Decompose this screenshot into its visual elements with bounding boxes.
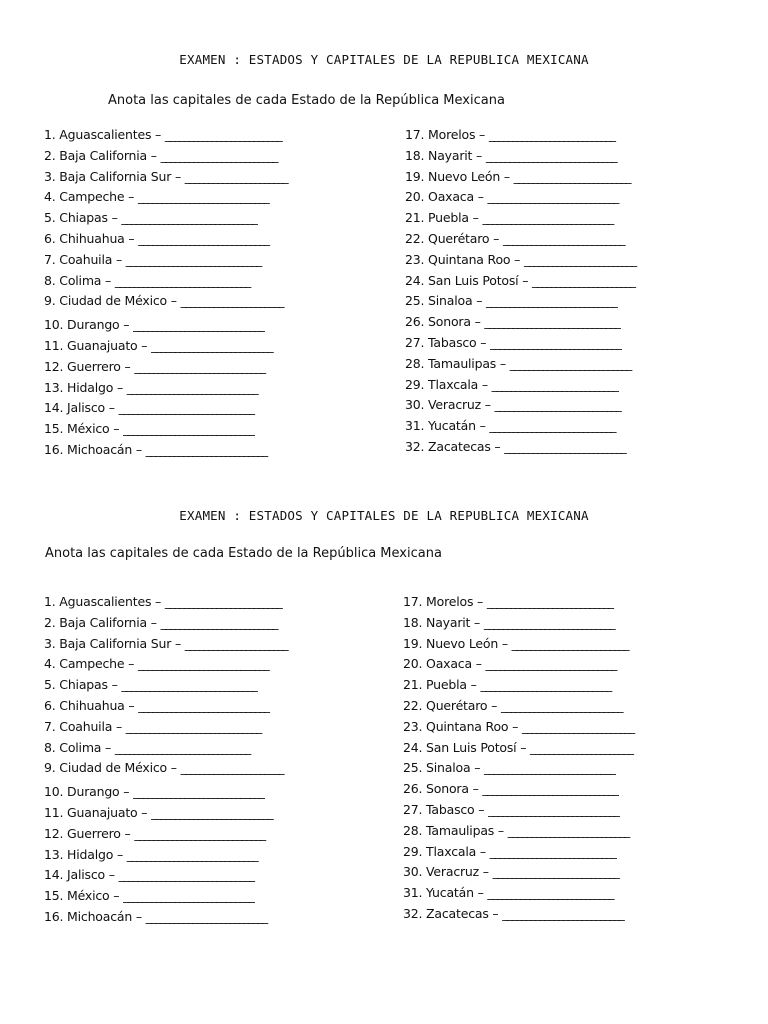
list-item	[403, 842, 634, 863]
answer-blank[interactable]: ____________________________	[126, 379, 257, 395]
answer-blank[interactable]: ______________________	[184, 635, 288, 651]
state-label: 9. Ciudad de México –	[44, 293, 181, 309]
answer-blank[interactable]: ____________________________	[133, 784, 264, 800]
list-item	[44, 357, 287, 378]
list-item	[405, 375, 636, 396]
list-item	[44, 440, 287, 461]
answer-blank[interactable]: ____________________________	[134, 825, 265, 841]
state-label: 12. Guerrero –	[44, 358, 135, 374]
state-label: 20. Oaxaca –	[405, 189, 488, 205]
answer-blank[interactable]: _________________________	[164, 127, 282, 142]
answer-blank[interactable]: ______________________	[184, 168, 288, 184]
state-label: 10. Durango –	[44, 317, 134, 333]
list-item	[44, 675, 287, 696]
state-label: 23. Quintana Roo –	[403, 718, 522, 734]
list-item	[44, 634, 287, 655]
list-item	[403, 613, 634, 634]
state-label: 15. México –	[44, 888, 124, 904]
answer-blank[interactable]: ____________________________	[490, 334, 621, 350]
list-item	[405, 187, 636, 208]
answer-blank[interactable]: ____________________________	[486, 293, 617, 309]
list-item	[403, 654, 634, 675]
answer-blank[interactable]: ____________________________	[483, 614, 615, 630]
answer-blank[interactable]: ____________________________	[484, 760, 615, 776]
list-item	[405, 146, 636, 167]
answer-blank[interactable]: __________________________	[502, 230, 624, 246]
answer-blank[interactable]: _____________________________	[121, 210, 257, 226]
state-label: 31. Yucatán –	[405, 418, 490, 434]
list-item	[403, 675, 634, 696]
state-label: 4. Campeche –	[44, 189, 138, 205]
answer-blank[interactable]: ____________________________	[138, 230, 269, 246]
answer-blank[interactable]: __________________________	[509, 355, 631, 371]
answer-blank[interactable]: ___________________________	[491, 376, 618, 392]
list-item	[403, 696, 634, 717]
state-label: 8. Colima –	[44, 272, 115, 288]
state-label: 7. Coahuila –	[44, 718, 126, 734]
answer-blank[interactable]: ____________________________	[485, 147, 617, 163]
state-label: 25. Sinaloa –	[405, 293, 487, 309]
list-item	[44, 717, 287, 738]
state-label: 17. Morelos –	[405, 127, 489, 142]
list-item	[403, 883, 634, 904]
state-label: 32. Zacatecas –	[403, 905, 503, 921]
answer-blank[interactable]: __________________________	[151, 337, 273, 353]
answer-blank[interactable]: __________________________	[500, 697, 622, 713]
state-label: 29. Tlaxcala –	[405, 376, 492, 392]
state-label: 22. Querétaro –	[403, 697, 501, 713]
answer-blank[interactable]: ___________________________	[489, 843, 616, 859]
state-label: 29. Tlaxcala –	[403, 843, 490, 859]
list-item	[405, 291, 636, 312]
list-item	[44, 907, 287, 928]
list-item	[403, 717, 634, 738]
state-label: 30. Veracruz –	[403, 864, 493, 880]
answer-blank[interactable]: _____________________________	[114, 272, 250, 288]
state-label: 9. Ciudad de México –	[44, 760, 181, 776]
answer-blank[interactable]: _____________________________	[482, 781, 618, 797]
state-label: 19. Nuevo León –	[403, 635, 512, 651]
states-column-right	[405, 125, 636, 458]
answer-blank[interactable]: _________________________	[513, 168, 630, 184]
answer-blank[interactable]: ______________________	[532, 272, 635, 288]
answer-blank[interactable]: ______________________	[530, 739, 633, 755]
answer-blank[interactable]: _____________________________	[125, 251, 261, 267]
state-label: 5. Chiapas –	[44, 210, 122, 226]
state-label: 15. México –	[44, 421, 124, 437]
answer-blank[interactable]: ___________________________	[492, 864, 619, 880]
list-item	[44, 146, 287, 167]
answer-blank[interactable]: ____________________________	[488, 801, 619, 817]
state-label: 3. Baja California Sur –	[44, 635, 185, 651]
list-item	[405, 437, 636, 458]
answer-blank[interactable]: __________________________	[145, 908, 267, 924]
list-item	[44, 824, 287, 845]
list-item	[405, 167, 636, 188]
state-label: 2. Baja California –	[44, 147, 161, 163]
answer-blank[interactable]: __________________________	[502, 905, 624, 921]
list-item	[405, 271, 636, 292]
answer-blank[interactable]: ___________________________	[489, 418, 615, 434]
answer-blank[interactable]: ___________________________	[494, 397, 621, 413]
list-item	[405, 250, 636, 271]
state-label: 16. Michoacán –	[44, 441, 146, 457]
answer-blank[interactable]: ____________________________	[126, 846, 257, 862]
state-label: 8. Colima –	[44, 739, 115, 755]
answer-blank[interactable]: ____________________________	[133, 317, 264, 333]
answer-blank[interactable]: _____________________________	[125, 718, 261, 734]
state-label: 17. Morelos –	[403, 594, 487, 609]
state-label: 3. Baja California Sur –	[44, 168, 185, 184]
list-item	[44, 865, 287, 886]
list-item	[44, 187, 287, 208]
state-label: 4. Campeche –	[44, 656, 138, 672]
list-item	[44, 125, 287, 146]
list-item	[44, 315, 287, 336]
list-item	[44, 654, 287, 675]
answer-blank[interactable]: ________________________	[523, 251, 636, 267]
list-item	[44, 271, 287, 292]
list-item	[403, 758, 634, 779]
list-item	[44, 803, 287, 824]
list-item	[44, 398, 287, 419]
answer-blank[interactable]: _________________________	[160, 147, 277, 163]
exam-instruction: Anota las capitales de cada Estado de la República Mexicana	[108, 93, 505, 108]
state-label: 2. Baja California –	[44, 614, 161, 630]
state-label: 22. Querétaro –	[405, 230, 503, 246]
state-label: 13. Hidalgo –	[44, 379, 127, 395]
state-label: 21. Puebla –	[405, 210, 483, 226]
answer-blank[interactable]: ____________________________	[480, 677, 611, 693]
answer-blank[interactable]: ____________________________	[138, 697, 269, 713]
list-item	[403, 592, 634, 613]
state-label: 26. Sonora –	[403, 781, 483, 797]
state-label: 28. Tamaulipas –	[403, 822, 508, 838]
list-item	[405, 333, 636, 354]
list-item	[44, 336, 287, 357]
answer-blank[interactable]: _____________________________	[121, 677, 257, 693]
answer-blank[interactable]: ___________________________	[486, 594, 613, 609]
list-item	[405, 229, 636, 250]
list-item	[405, 208, 636, 229]
state-label: 25. Sinaloa –	[403, 760, 485, 776]
list-item	[44, 208, 287, 229]
state-label: 18. Nayarit –	[405, 147, 486, 163]
state-label: 28. Tamaulipas –	[405, 355, 510, 371]
state-label: 1. Aguascalientes –	[44, 127, 165, 142]
list-item	[44, 782, 287, 803]
state-label: 11. Guanajuato –	[44, 804, 152, 820]
list-item	[44, 613, 287, 634]
states-column-left	[44, 592, 287, 928]
answer-blank[interactable]: _____________________________	[114, 739, 250, 755]
answer-blank[interactable]: ____________________________	[137, 189, 269, 205]
answer-blank[interactable]: ____________________________	[123, 421, 254, 437]
list-item	[44, 696, 287, 717]
state-label: 23. Quintana Roo –	[405, 251, 524, 267]
answer-blank[interactable]: ___________________________	[487, 885, 613, 901]
exam-title: EXAMEN : ESTADOS Y CAPITALES DE LA REPUBLICA MEXICANA	[179, 508, 589, 523]
list-item	[405, 125, 636, 146]
state-label: 30. Veracruz –	[405, 397, 495, 413]
answer-blank[interactable]: _____________________________	[118, 400, 254, 416]
answer-blank[interactable]: ____________________________	[137, 656, 269, 672]
list-item	[44, 229, 287, 250]
state-label: 27. Tabasco –	[405, 334, 491, 350]
state-label: 21. Puebla –	[403, 677, 481, 693]
state-label: 14. Jalisco –	[44, 867, 119, 883]
list-item	[44, 592, 287, 613]
state-label: 24. San Luis Potosí –	[405, 272, 533, 288]
answer-blank[interactable]: __________________________	[151, 804, 273, 820]
list-item	[403, 904, 634, 925]
exam-instruction: Anota las capitales de cada Estado de la República Mexicana	[45, 546, 442, 561]
answer-blank[interactable]: ______________________	[180, 293, 283, 309]
state-label: 6. Chihuahua –	[44, 697, 139, 713]
state-label: 19. Nuevo León –	[405, 168, 514, 184]
list-item	[405, 416, 636, 437]
answer-blank[interactable]: ______________________	[180, 760, 283, 776]
answer-blank[interactable]: ________________________	[521, 718, 634, 734]
answer-blank[interactable]: __________________________	[507, 822, 629, 838]
state-label: 12. Guerrero –	[44, 825, 135, 841]
answer-blank[interactable]: ____________________________	[485, 656, 616, 672]
list-item	[403, 862, 634, 883]
answer-blank[interactable]: ____________________________	[482, 210, 613, 226]
state-label: 14. Jalisco –	[44, 400, 119, 416]
state-label: 27. Tabasco –	[403, 801, 489, 817]
state-label: 31. Yucatán –	[403, 885, 488, 901]
state-label: 1. Aguascalientes –	[44, 594, 165, 609]
list-item	[403, 738, 634, 759]
answer-blank[interactable]: ___________________________	[488, 127, 615, 142]
answer-blank[interactable]: ____________________________	[487, 189, 618, 205]
list-item	[44, 886, 287, 907]
list-item	[44, 291, 287, 312]
list-item	[44, 250, 287, 271]
list-item	[44, 378, 287, 399]
state-label: 26. Sonora –	[405, 314, 485, 330]
list-item	[44, 845, 287, 866]
list-item	[405, 354, 636, 375]
state-label: 11. Guanajuato –	[44, 337, 152, 353]
answer-blank[interactable]: _________________________	[511, 635, 628, 651]
state-label: 24. San Luis Potosí –	[403, 739, 531, 755]
list-item	[405, 312, 636, 333]
answer-blank[interactable]: ____________________________	[123, 888, 254, 904]
list-item	[403, 779, 634, 800]
exam-title: EXAMEN : ESTADOS Y CAPITALES DE LA REPUBLICA MEXICANA	[179, 52, 589, 67]
state-label: 13. Hidalgo –	[44, 846, 127, 862]
answer-blank[interactable]: __________________________	[504, 438, 626, 454]
states-column-left	[44, 125, 287, 461]
state-label: 20. Oaxaca –	[403, 656, 486, 672]
list-item	[405, 395, 636, 416]
state-label: 32. Zacatecas –	[405, 438, 505, 454]
list-item	[44, 738, 287, 759]
list-item	[403, 821, 634, 842]
state-label: 6. Chihuahua –	[44, 230, 139, 246]
answer-blank[interactable]: __________________________	[145, 441, 267, 457]
state-label: 18. Nayarit –	[403, 614, 484, 630]
answer-blank[interactable]: _____________________________	[484, 314, 620, 330]
state-label: 7. Coahuila –	[44, 251, 126, 267]
state-label: 5. Chiapas –	[44, 677, 122, 693]
state-label: 10. Durango –	[44, 784, 134, 800]
list-item	[403, 800, 634, 821]
answer-blank[interactable]: _________________________	[164, 594, 282, 609]
list-item	[44, 419, 287, 440]
list-item	[403, 634, 634, 655]
list-item	[44, 167, 287, 188]
state-label: 16. Michoacán –	[44, 908, 146, 924]
answer-blank[interactable]: ____________________________	[134, 358, 265, 374]
answer-blank[interactable]: _____________________________	[118, 867, 254, 883]
answer-blank[interactable]: _________________________	[160, 614, 277, 630]
states-column-right	[403, 592, 634, 925]
list-item	[44, 758, 287, 779]
